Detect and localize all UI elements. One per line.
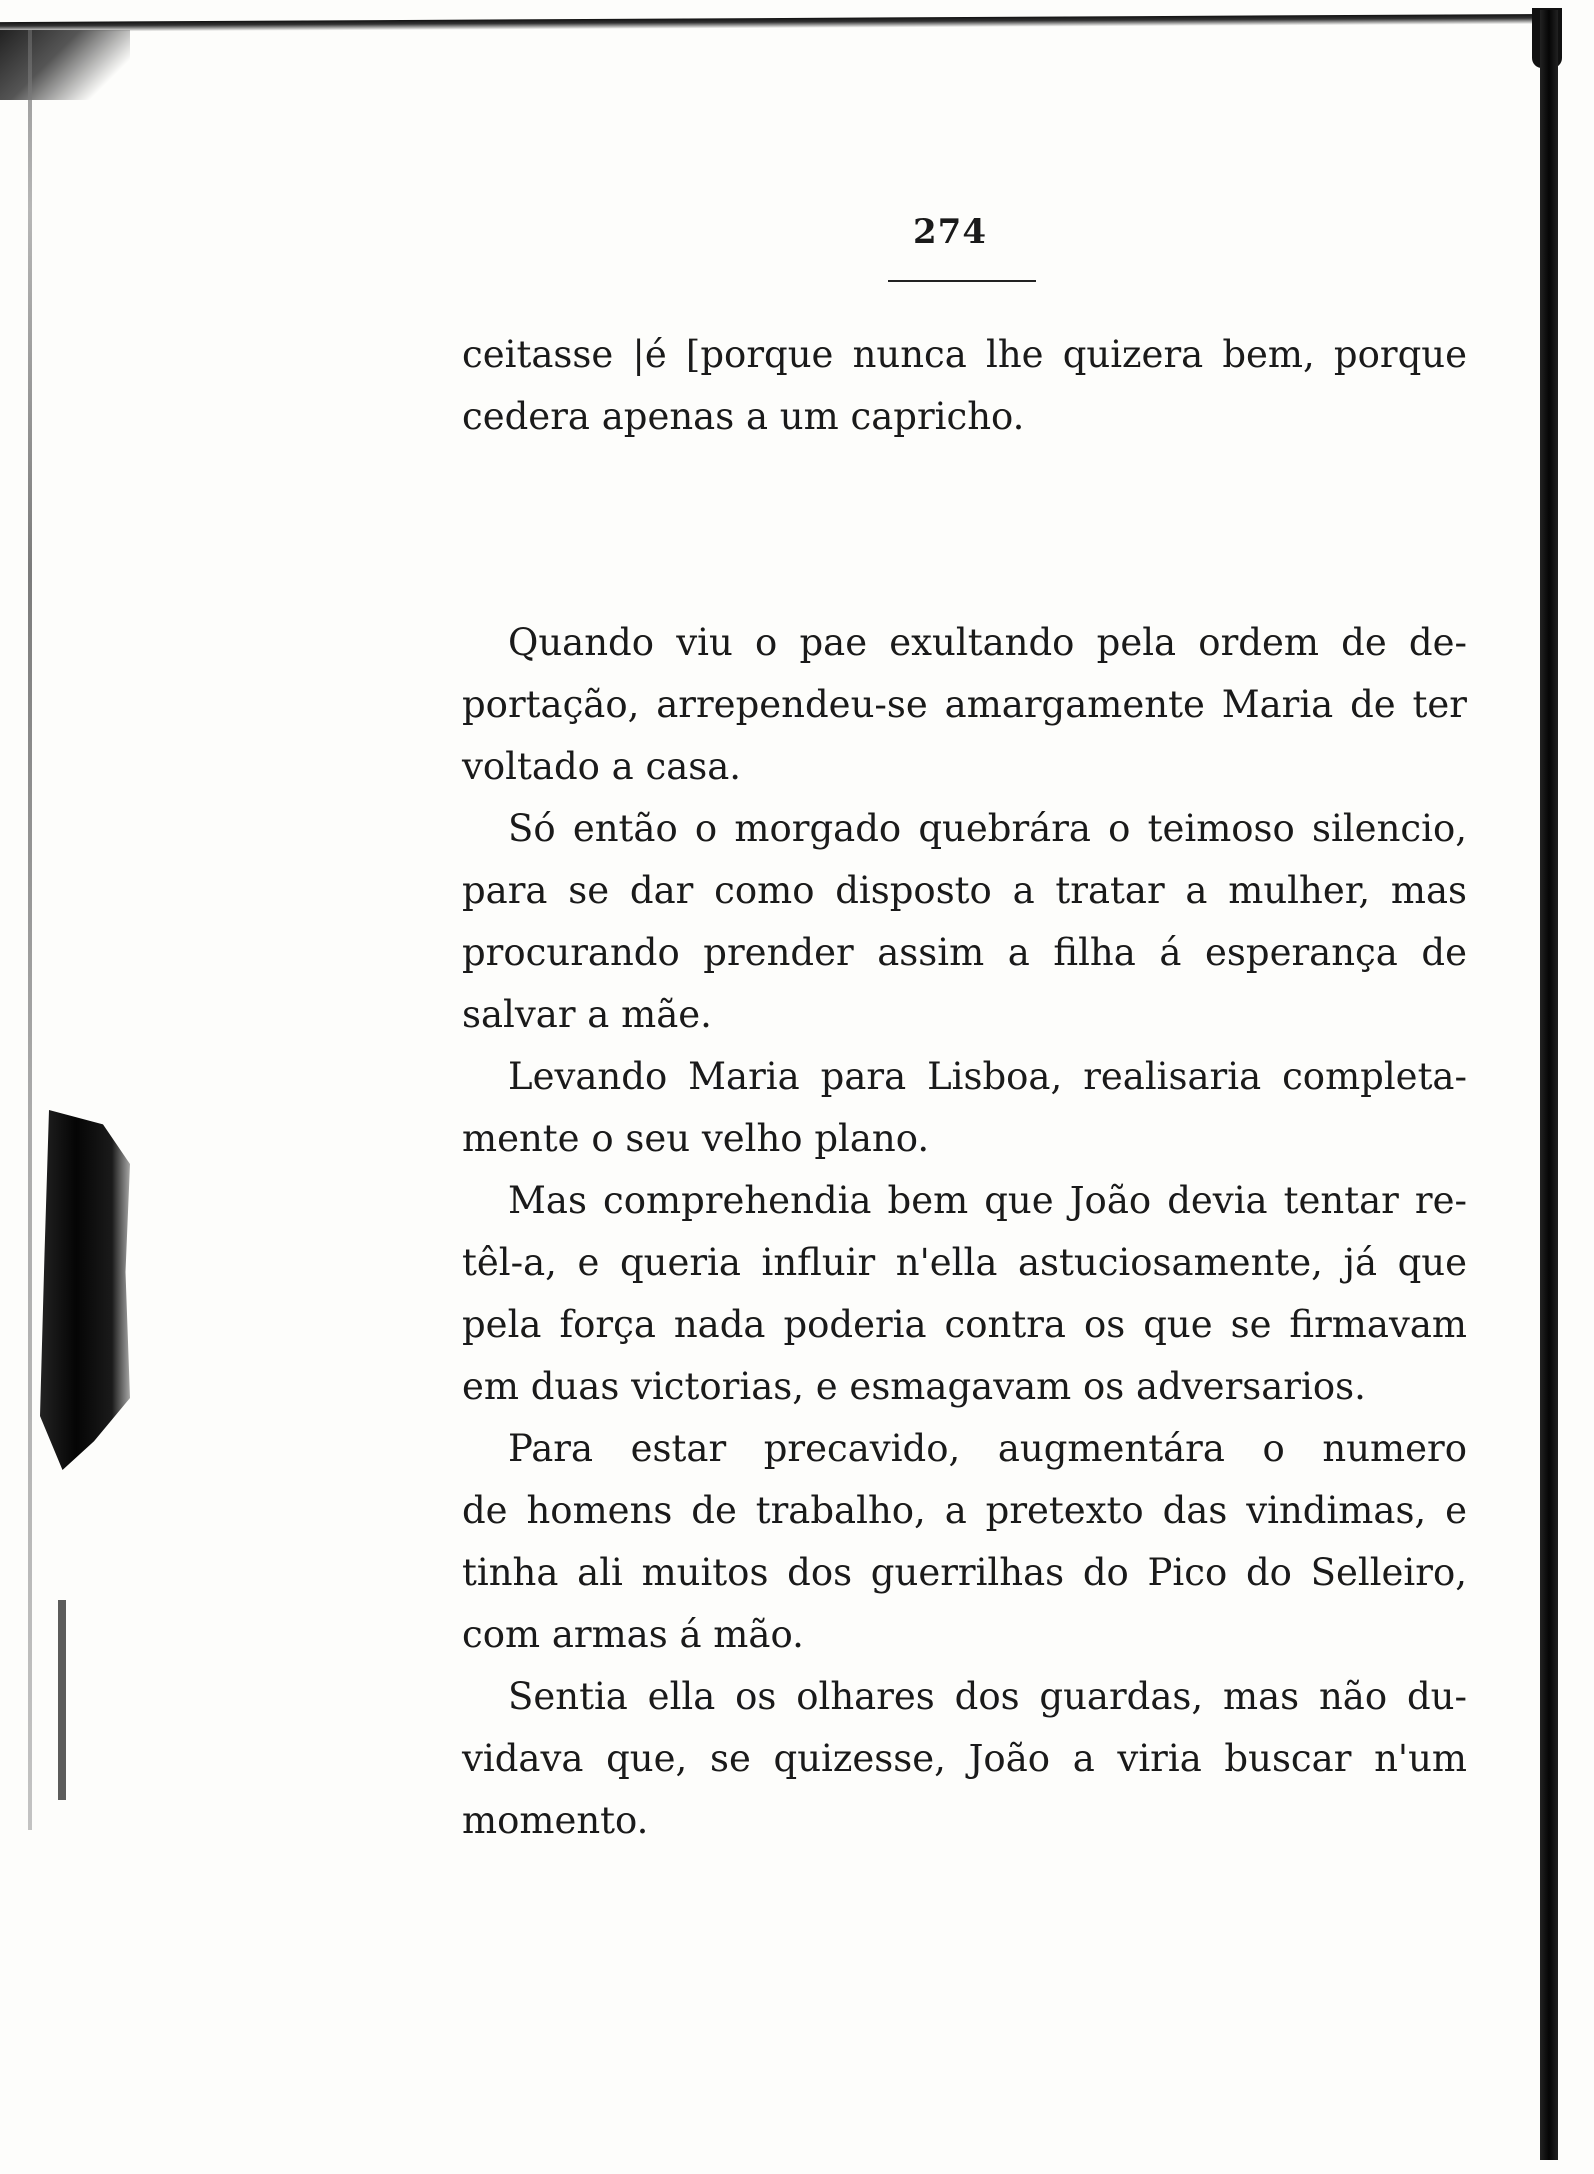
text-line: tinha ali muitos dos guerrilhas do Pico do Selleiro, xyxy=(462,1551,1467,1594)
paragraph xyxy=(462,798,1467,1046)
text-line: portação, arrependeu-se amargamente Maria de ter xyxy=(462,683,1467,726)
paragraph xyxy=(462,1046,1467,1170)
scan-top-edge xyxy=(0,14,1560,32)
continuation-text xyxy=(462,324,1467,448)
text-line: Quando viu o pae exultando pela ordem de de- xyxy=(508,621,1467,664)
text-line: vidava que, se quizesse, João a viria buscar n'um xyxy=(462,1737,1467,1780)
text-line: têl-a, e queria influir n'ella astuciosamente, já que xyxy=(462,1241,1467,1284)
scan-left-edge xyxy=(28,30,32,1830)
text-line: com armas á mão. xyxy=(462,1613,804,1656)
text-line: Mas comprehendia bem que João devia tentar re- xyxy=(508,1179,1467,1222)
paragraph xyxy=(462,612,1467,798)
scan-right-edge xyxy=(1540,10,1558,2160)
paragraph xyxy=(462,1666,1467,1852)
text-line: em duas victorias, e esmagavam os adversarios. xyxy=(462,1365,1366,1408)
text-line: mente o seu velho plano. xyxy=(462,1117,930,1160)
scan-left-shadow xyxy=(40,1110,130,1470)
text-line: de homens de trabalho, a pretexto das vindimas, e xyxy=(462,1489,1467,1532)
text-line: voltado a casa. xyxy=(462,745,742,788)
text-line: Para estar precavido, augmentára o numero xyxy=(508,1427,1467,1470)
text-line: Levando Maria para Lisboa, realisaria completa- xyxy=(508,1055,1467,1098)
text-line: momento. xyxy=(462,1799,649,1842)
page-number: 274 xyxy=(913,212,987,252)
text-line: pela força nada poderia contra os que se firmavam xyxy=(462,1303,1467,1346)
scan-corner-shadow xyxy=(0,30,130,100)
text-line: procurando prender assim a filha á esperança de xyxy=(462,931,1467,974)
paragraph xyxy=(462,1170,1467,1418)
text-line: Só então o morgado quebrára o teimoso silencio, xyxy=(508,807,1467,850)
page-number-rule xyxy=(888,280,1036,282)
text-line: cedera apenas a um capricho. xyxy=(462,395,1025,438)
text-line: ceitasse |é [porque nunca lhe quizera bem, porque xyxy=(462,333,1467,376)
body-text xyxy=(462,612,1467,1852)
text-line: para se dar como disposto a tratar a mulher, mas xyxy=(462,869,1467,912)
scan-left-mark xyxy=(58,1600,66,1800)
paragraph xyxy=(462,1418,1467,1666)
text-line: Sentia ella os olhares dos guardas, mas não du- xyxy=(508,1675,1467,1718)
text-line: salvar a mãe. xyxy=(462,993,712,1036)
